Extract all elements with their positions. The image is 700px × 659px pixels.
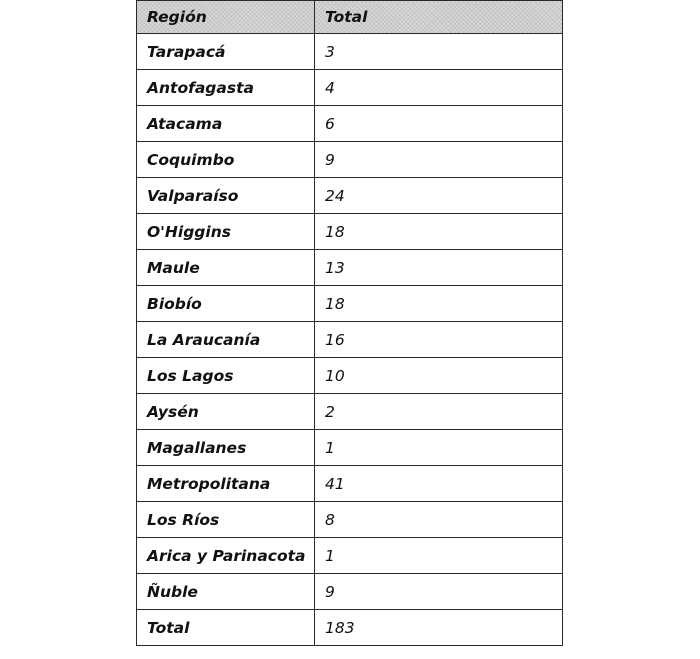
table-row: [137, 538, 563, 574]
total-cell: 9: [315, 142, 563, 178]
table-row: [137, 250, 563, 286]
total-cell: 9: [315, 574, 563, 610]
total-cell: 13: [315, 250, 563, 286]
region-cell: Coquimbo: [137, 142, 315, 178]
grand-total-cell: 183: [315, 610, 563, 646]
table-row: [137, 574, 563, 610]
table-row: [137, 178, 563, 214]
total-label-cell: Total: [137, 610, 315, 646]
total-cell: 2: [315, 394, 563, 430]
total-cell: 16: [315, 322, 563, 358]
region-totals-table: [136, 0, 563, 646]
total-cell: 10: [315, 358, 563, 394]
table-row: [137, 430, 563, 466]
total-cell: 1: [315, 430, 563, 466]
table-row: [137, 214, 563, 250]
region-cell: Valparaíso: [137, 178, 315, 214]
table-row: [137, 106, 563, 142]
total-cell: 4: [315, 70, 563, 106]
region-cell: Maule: [137, 250, 315, 286]
total-cell: 1: [315, 538, 563, 574]
table-row: [137, 394, 563, 430]
region-cell: Magallanes: [137, 430, 315, 466]
region-cell: Atacama: [137, 106, 315, 142]
total-cell: 3: [315, 34, 563, 70]
table-row: [137, 70, 563, 106]
total-cell: 6: [315, 106, 563, 142]
total-row: [137, 610, 563, 646]
table-row: [137, 466, 563, 502]
region-cell: Antofagasta: [137, 70, 315, 106]
header-total: Total: [315, 1, 563, 34]
region-table-container: [136, 0, 562, 646]
total-cell: 8: [315, 502, 563, 538]
region-cell: Metropolitana: [137, 466, 315, 502]
total-cell: 18: [315, 214, 563, 250]
table-row: [137, 322, 563, 358]
region-cell: Biobío: [137, 286, 315, 322]
region-cell: Ñuble: [137, 574, 315, 610]
header-row: [137, 1, 563, 34]
table-row: [137, 358, 563, 394]
table-body: [137, 34, 563, 646]
region-cell: La Araucanía: [137, 322, 315, 358]
region-cell: Los Ríos: [137, 502, 315, 538]
table-row: [137, 502, 563, 538]
table-row: [137, 34, 563, 70]
region-cell: Arica y Parinacota: [137, 538, 315, 574]
table-row: [137, 286, 563, 322]
region-cell: Tarapacá: [137, 34, 315, 70]
table-header: [137, 1, 563, 34]
total-cell: 18: [315, 286, 563, 322]
table-row: [137, 142, 563, 178]
total-cell: 24: [315, 178, 563, 214]
region-cell: O'Higgins: [137, 214, 315, 250]
region-cell: Los Lagos: [137, 358, 315, 394]
region-cell: Aysén: [137, 394, 315, 430]
total-cell: 41: [315, 466, 563, 502]
header-region: Región: [137, 1, 315, 34]
